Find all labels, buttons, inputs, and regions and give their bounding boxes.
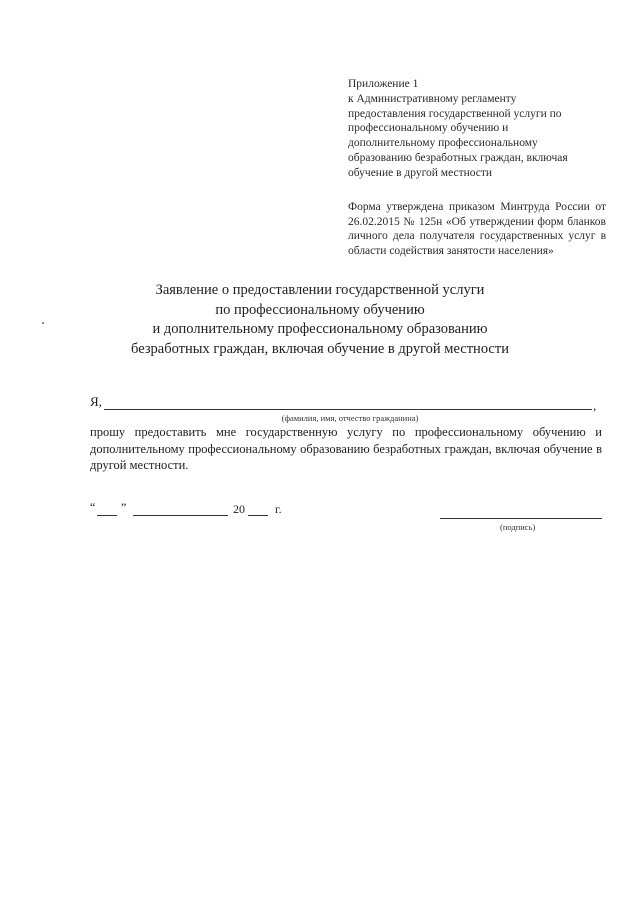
appendix-line: к Административному регламенту — [348, 92, 517, 105]
form-approval-note: Форма утверждена приказом Минтруда России от 26.02.2015 № 125н «Об утверждении форм бланков личного дела получателя государственных услуг в области содействия занятости населения» — [348, 201, 606, 257]
scan-speck — [42, 322, 44, 324]
date-quote-close: ” — [121, 500, 127, 514]
appendix-line: образованию безработных граждан, включая — [348, 151, 568, 164]
date-year-field[interactable] — [248, 515, 268, 516]
signature-hint: (подпись) — [500, 522, 536, 532]
date-month-field[interactable] — [133, 515, 228, 516]
applicant-name-field[interactable] — [104, 409, 592, 410]
appendix-line: дополнительному профессиональному — [348, 137, 538, 150]
signature-field[interactable] — [440, 518, 602, 519]
title-line: Заявление о предоставлении государственной услуги — [155, 282, 485, 298]
date-year-prefix: 20 — [233, 502, 245, 516]
appendix-line: обучение в другой местности — [348, 166, 493, 179]
date-quote-open: “ — [90, 500, 96, 514]
document-title — [80, 281, 560, 359]
appendix-block — [348, 77, 608, 181]
appendix-line: Приложение 1 — [348, 78, 419, 90]
applicant-name-hint: (фамилия, имя, отчество гражданина) — [281, 413, 419, 423]
request-text: прошу предоставить мне государственную услугу по профессиональному обучению и дополнительному профессиональному образованию безработных граждан, включая обучение в другой местности. — [90, 425, 602, 472]
date-year-suffix: г. — [275, 502, 282, 516]
title-line: безработных граждан, включая обучение в другой местности — [131, 340, 509, 357]
applicant-prefix: Я, — [90, 394, 102, 409]
applicant-comma: , — [593, 398, 597, 413]
appendix-line: профессиональному обучению и — [348, 122, 509, 135]
title-line: по профессиональному обучению — [215, 301, 425, 318]
appendix-line: предоставления государственной услуги по — [348, 107, 562, 120]
date-day-field[interactable] — [97, 515, 117, 516]
title-line: и дополнительному профессиональному образованию — [152, 321, 488, 337]
